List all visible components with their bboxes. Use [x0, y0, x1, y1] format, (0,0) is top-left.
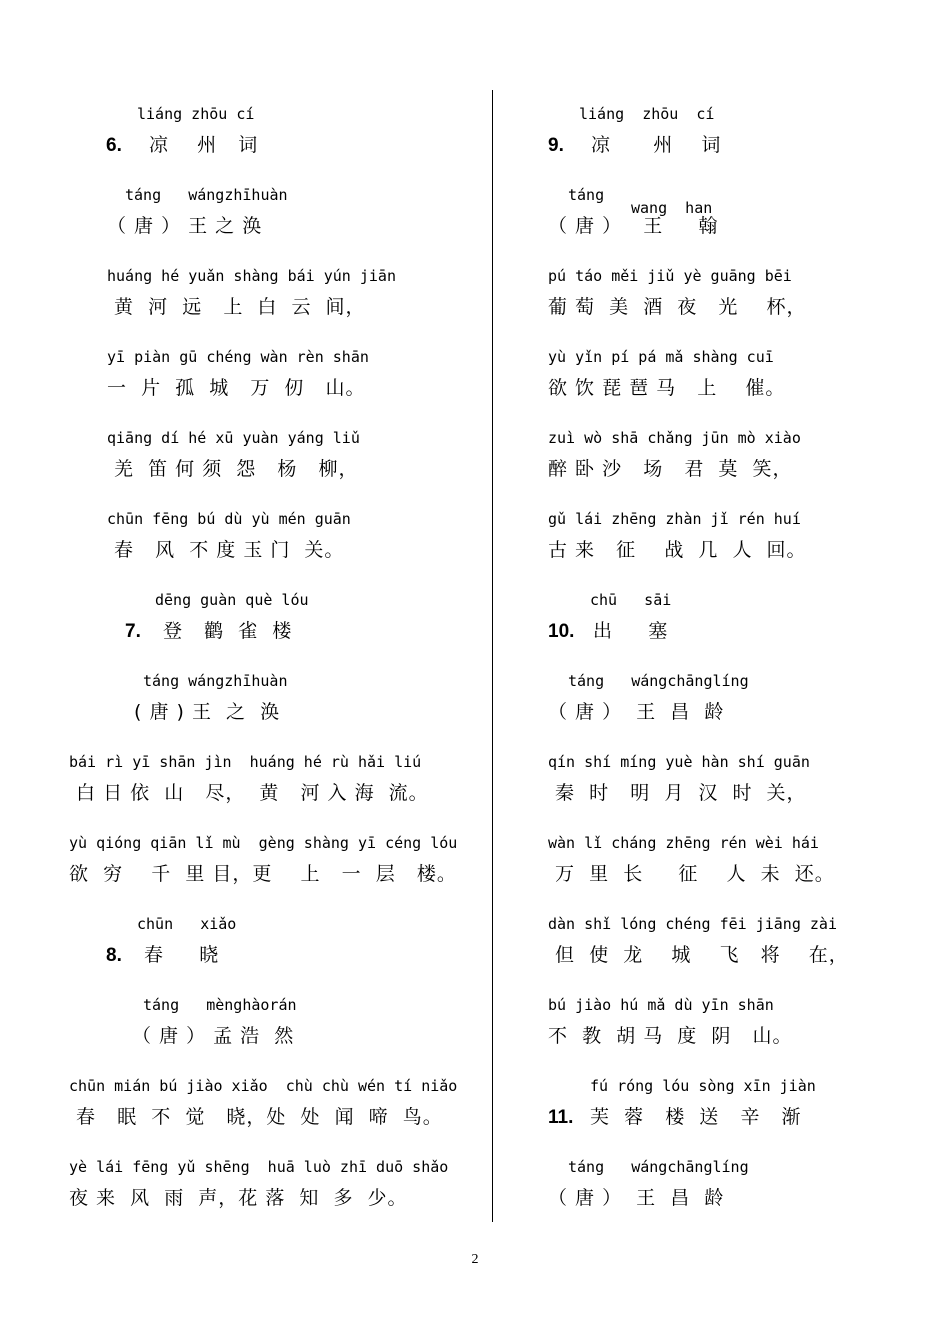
verse-pinyin: chūn mián bú jiào xiǎo chù chù wén tí niǎo: [69, 1077, 458, 1095]
verse-pinyin: pú táo měi jiǔ yè guāng bēi: [548, 267, 792, 285]
poem-title-pinyin: liáng zhōu cí: [579, 105, 715, 123]
author-pinyin: táng: [568, 186, 605, 204]
author: ( 唐 ) 王 之 涣: [134, 701, 281, 723]
author: （ 唐 ） 王 昌 龄: [548, 701, 725, 723]
poem-title: 出 塞: [593, 620, 669, 642]
verse: 一 片 孤 城 万 仞 山。: [107, 377, 366, 399]
author-pinyin: wang han: [631, 199, 713, 217]
verse: 欲 饮 琵 琶 马 上 催。: [548, 377, 786, 399]
verse-pinyin: yè lái fēng yǔ shēng huā luò zhī duō shǎo: [69, 1158, 449, 1176]
author-pinyin: táng wángzhīhuàn: [143, 672, 288, 690]
author-pinyin: táng mènghàorán: [143, 996, 297, 1014]
author-pinyin: táng wángchānglíng: [568, 1158, 749, 1176]
verse: 欲 穷 千 里 目，更 上 一 层 楼。: [69, 863, 457, 885]
author: （ 唐 ） 王 昌 龄: [548, 1187, 725, 1209]
poem-title: 芙 蓉 楼 送 辛 渐: [590, 1106, 802, 1128]
verse: 秦 时 明 月 汉 时 关，: [548, 782, 807, 804]
poem-title-pinyin: liáng zhōu cí: [137, 105, 255, 123]
author-pinyin: táng wángzhīhuàn: [125, 186, 288, 204]
author: （ 唐 ） 王 翰: [548, 215, 719, 237]
verse: 黄 河 远 上 白 云 间，: [107, 296, 366, 318]
verse-pinyin: dàn shǐ lóng chéng fēi jiāng zài: [548, 915, 837, 933]
poem-title: 凉 州 词: [149, 134, 259, 156]
poem-title-pinyin: chūn xiǎo: [137, 915, 237, 933]
poem-title: 春 晓: [144, 944, 220, 966]
verse: 白 日 依 山 尽， 黄 河 入 海 流。: [69, 782, 429, 804]
verse: 夜 来 风 雨 声，花 落 知 多 少。: [69, 1187, 408, 1209]
page-number: 2: [471, 1252, 479, 1267]
verse-pinyin: qiāng dí hé xū yuàn yáng liǔ: [107, 429, 360, 447]
author-pinyin: táng wángchānglíng: [568, 672, 749, 690]
verse-pinyin: qín shí míng yuè hàn shí guān: [548, 753, 810, 771]
verse: 但 使 龙 城 飞 将 在，: [548, 944, 849, 966]
author: （ 唐 ） 孟 浩 然: [132, 1025, 295, 1047]
verse-pinyin: yī piàn gū chéng wàn rèn shān: [107, 348, 369, 366]
poem-number: 8.: [106, 945, 122, 966]
verse: 春 风 不 度 玉 门 关。: [107, 539, 345, 561]
verse-pinyin: chūn fēng bú dù yù mén guān: [107, 510, 351, 528]
poem-title: 登 鹳 雀 楼: [163, 620, 293, 642]
poem-number: 11.: [548, 1107, 574, 1128]
verse: 古 来 征 战 几 人 回。: [548, 539, 807, 561]
verse-pinyin: gǔ lái zhēng zhàn jǐ rén huí: [548, 510, 801, 528]
verse-pinyin: zuì wò shā chǎng jūn mò xiào: [548, 429, 801, 447]
poem-title-pinyin: dēng guàn què lóu: [155, 591, 309, 609]
verse: 不 教 胡 马 度 阴 山。: [548, 1025, 793, 1047]
verse-pinyin: yù yǐn pí pá mǎ shàng cuī: [548, 348, 774, 366]
poem-number: 10.: [548, 621, 575, 642]
verse: 羌 笛 何 须 怨 杨 柳，: [107, 458, 359, 480]
poem-title-pinyin: fú róng lóu sòng xīn jiàn: [590, 1077, 816, 1095]
poem-title-pinyin: chū sāi: [590, 591, 672, 609]
column-divider: [492, 90, 493, 1222]
poem-number: 7.: [125, 621, 141, 642]
verse-pinyin: bái rì yī shān jìn huáng hé rù hǎi liú: [69, 753, 422, 771]
poem-number: 9.: [548, 135, 564, 156]
verse: 万 里 长 征 人 未 还。: [548, 863, 835, 885]
verse-pinyin: yù qióng qiān lǐ mù gèng shàng yī céng lóu: [69, 834, 458, 852]
verse-pinyin: wàn lǐ cháng zhēng rén wèi hái: [548, 834, 819, 852]
verse: 葡 萄 美 酒 夜 光 杯，: [548, 296, 807, 318]
verse-pinyin: huáng hé yuǎn shàng bái yún jiān: [107, 267, 396, 285]
verse: 春 眠 不 觉 晓，处 处 闻 啼 鸟。: [69, 1106, 443, 1128]
author: （ 唐 ） 王 之 涣: [107, 215, 263, 237]
verse: 醉 卧 沙 场 君 莫 笑，: [548, 458, 793, 480]
poem-number: 6.: [106, 135, 122, 156]
poem-title: 凉 州 词: [591, 134, 722, 156]
verse-pinyin: bú jiào hú mǎ dù yīn shān: [548, 996, 774, 1014]
